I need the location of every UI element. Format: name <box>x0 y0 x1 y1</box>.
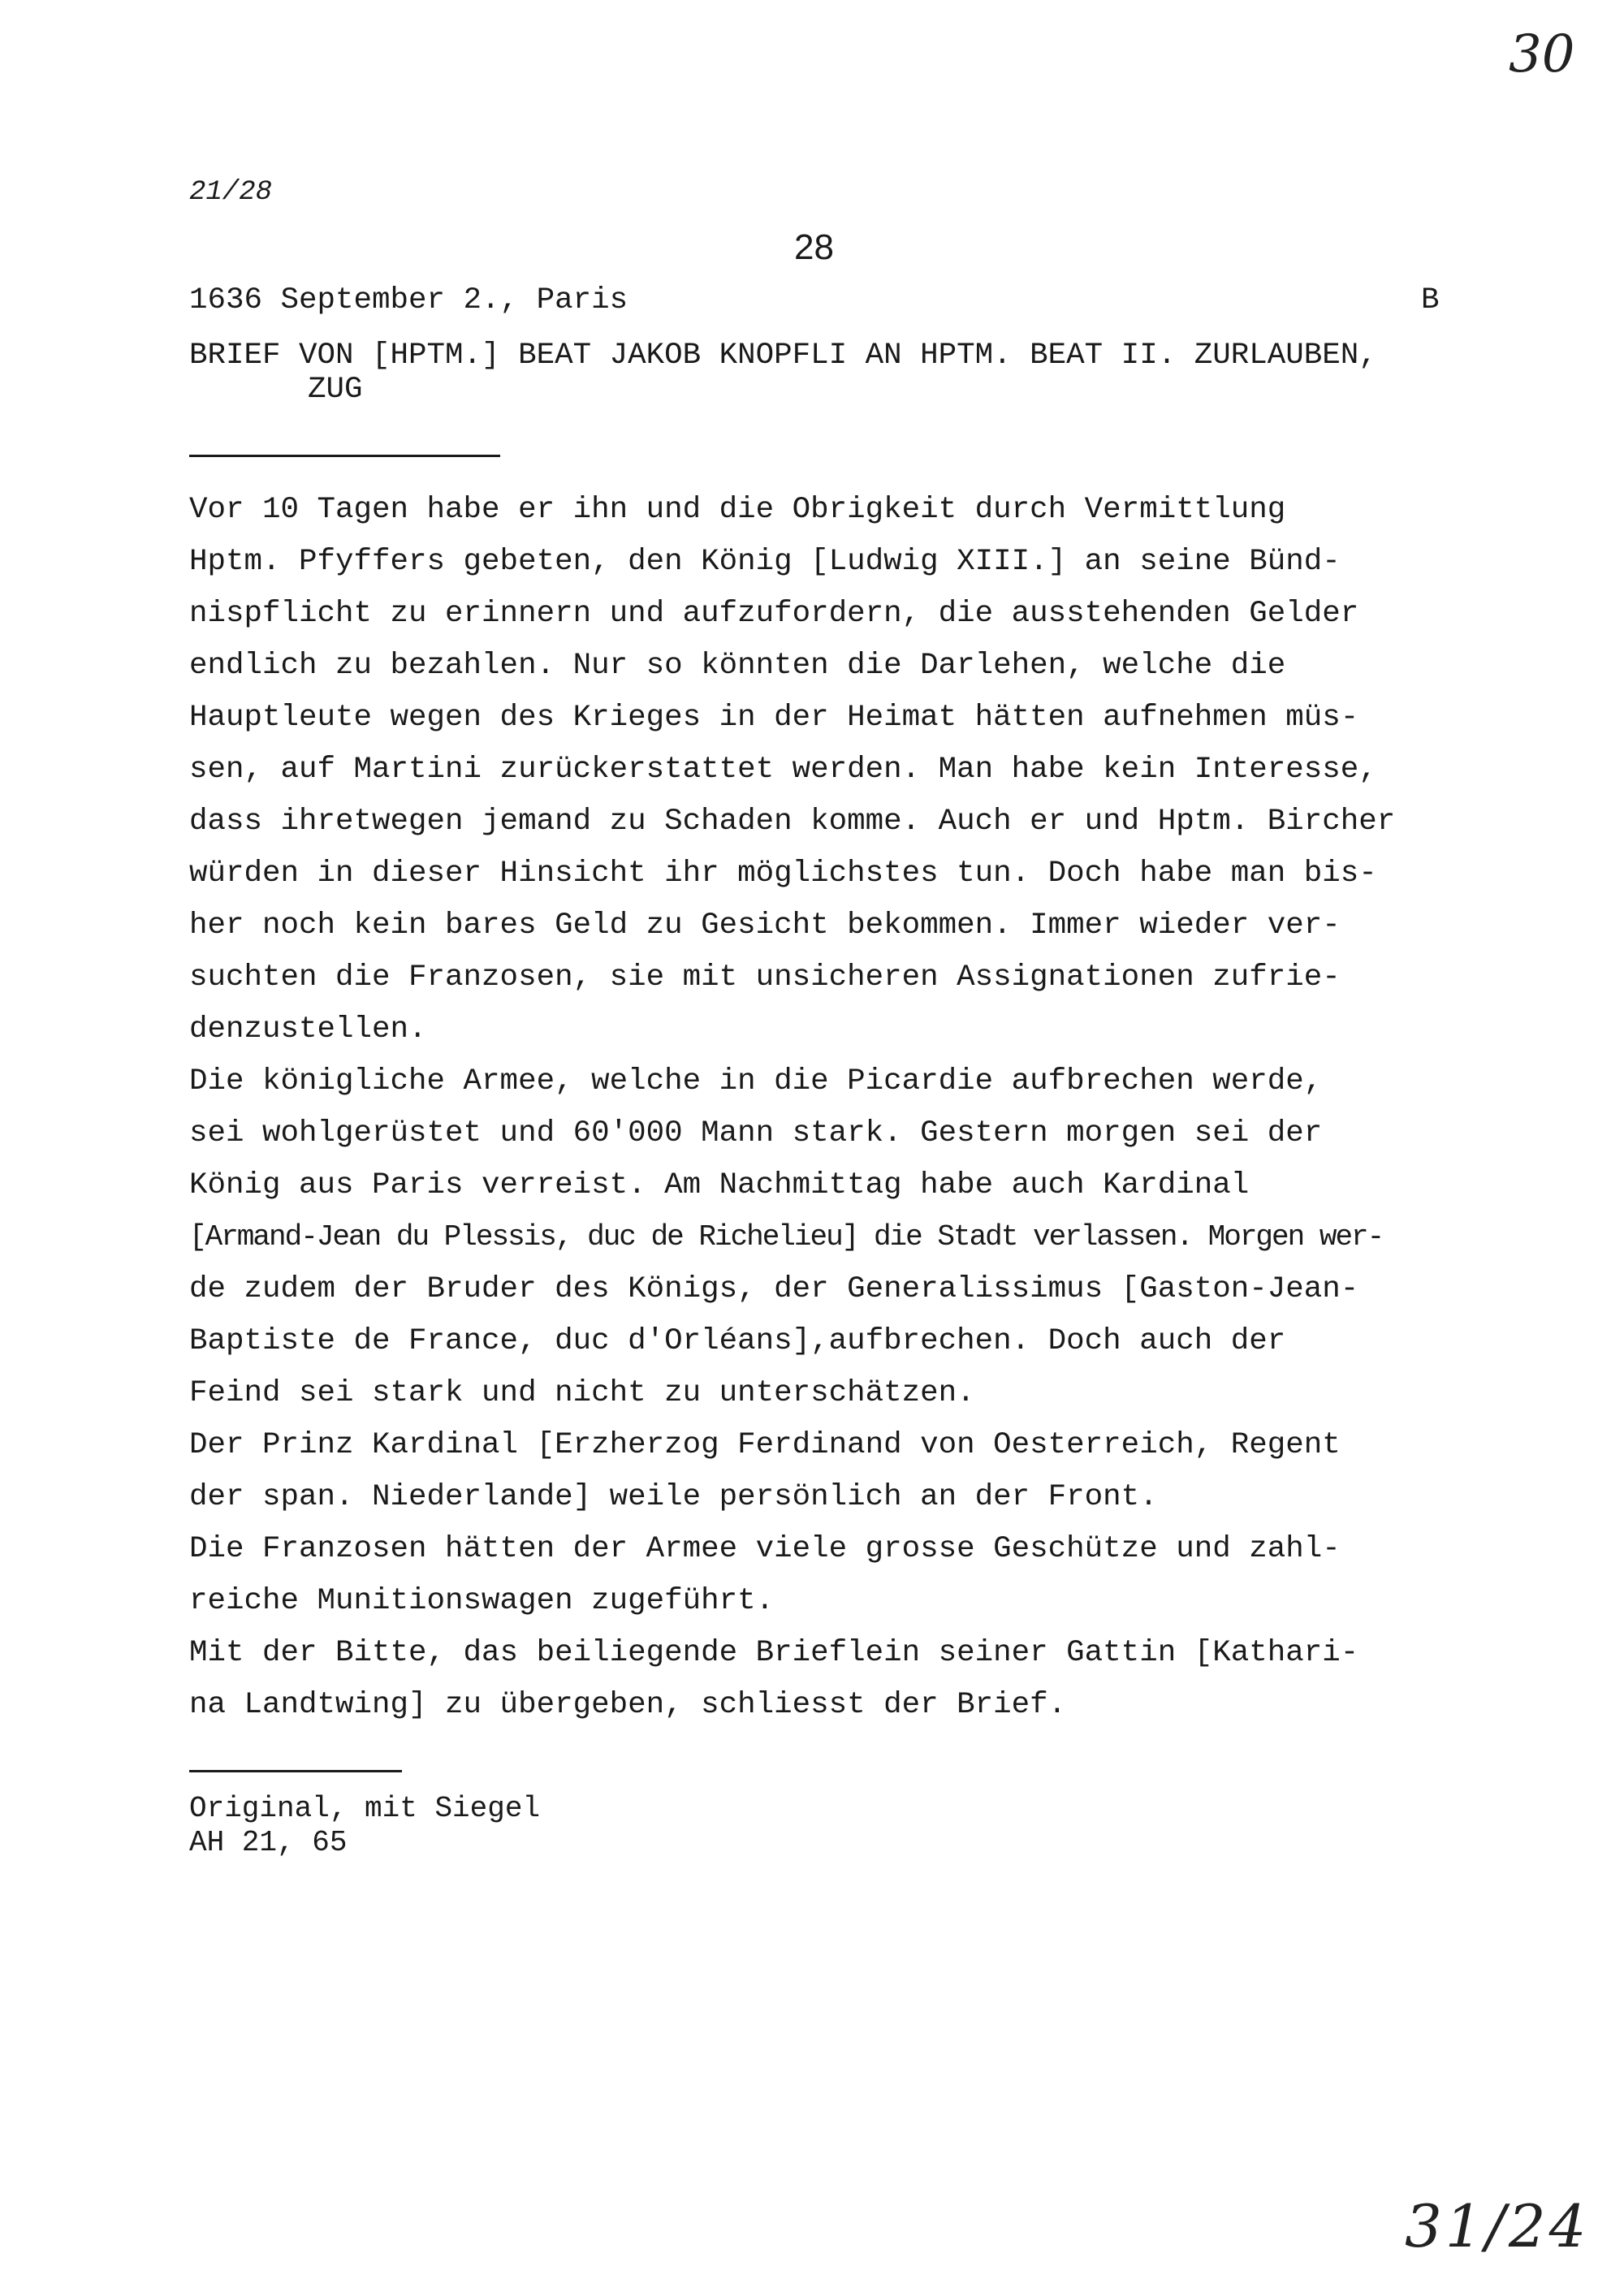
handwritten-page-number: 30 <box>1509 24 1575 84</box>
document-number: 28 <box>794 227 834 267</box>
body-line: Hauptleute wegen des Krieges in der Heimat hätten aufnehmen müs- <box>189 701 1359 735</box>
header-divider <box>189 455 500 457</box>
body-line: endlich zu bezahlen. Nur so könnten die Darlehen, welche die <box>189 649 1286 683</box>
date-place: 1636 September 2., Paris <box>189 283 628 317</box>
body-line: König aus Paris verreist. Am Nachmittag habe auch Kardinal <box>189 1168 1250 1202</box>
body-line: na Landtwing] zu übergeben, schliesst der Brief. <box>189 1688 1067 1722</box>
body-line: de zudem der Bruder des Königs, der Generalissimus [Gaston-Jean- <box>189 1272 1359 1306</box>
body-line: sen, auf Martini zurückerstattet werden. Man habe kein Interesse, <box>189 753 1377 787</box>
body-line: nispflicht zu erinnern und aufzufordern, die ausstehenden Gelder <box>189 597 1359 631</box>
footer-divider <box>189 1770 402 1772</box>
handwritten-annotation: 31/24 <box>1405 2192 1590 2260</box>
body-line: würden in dieser Hinsicht ihr möglichstes tun. Doch habe man bis- <box>189 857 1377 891</box>
body-line: dass ihretwegen jemand zu Schaden komme. Auch er und Hptm. Bircher <box>189 805 1396 839</box>
body-line: [Armand-Jean du Plessis, duc de Richelieu] die Stadt verlassen. Morgen wer- <box>189 1220 1384 1254</box>
body-line: Der Prinz Kardinal [Erzherzog Ferdinand von Oesterreich, Regent <box>189 1428 1341 1462</box>
body-line: Mit der Bitte, das beiliegende Brieflein seiner Gattin [Kathari- <box>189 1636 1359 1670</box>
body-line: Vor 10 Tagen habe er ihn und die Obrigkeit durch Vermittlung <box>189 493 1286 527</box>
body-line: der span. Niederlande] weile persönlich an der Front. <box>189 1480 1158 1514</box>
source-note: Original, mit Siegel <box>189 1792 541 1825</box>
body-line: Die Franzosen hätten der Armee viele grosse Geschütze und zahl- <box>189 1532 1341 1566</box>
body-line: sei wohlgerüstet und 60'000 Mann stark. Gestern morgen sei der <box>189 1116 1323 1150</box>
body-line: suchten die Franzosen, sie mit unsicheren Assignationen zufrie- <box>189 960 1341 995</box>
reference-number: 21/28 <box>189 177 273 208</box>
body-line: her noch kein bares Geld zu Gesicht bekommen. Immer wieder ver- <box>189 909 1341 943</box>
body-line: Feind sei stark und nicht zu unterschätzen. <box>189 1376 975 1410</box>
body-line: denzustellen. <box>189 1012 427 1047</box>
body-line: reiche Munitionswagen zugeführt. <box>189 1584 775 1618</box>
document-title-line-1: BRIEF VON [HPTM.] BEAT JAKOB KNOPFLI AN HPTM. BEAT II. ZURLAUBEN, <box>189 339 1377 373</box>
category-letter: B <box>1421 283 1440 317</box>
body-line: Baptiste de France, duc d'Orléans],aufbrechen. Doch auch der <box>189 1324 1286 1358</box>
archive-reference: AH 21, 65 <box>189 1826 348 1859</box>
body-line: Die königliche Armee, welche in die Picardie aufbrechen werde, <box>189 1064 1323 1099</box>
body-line: Hptm. Pfyffers gebeten, den König [Ludwig XIII.] an seine Bünd- <box>189 545 1341 579</box>
document-title-line-2: ZUG <box>308 373 363 407</box>
